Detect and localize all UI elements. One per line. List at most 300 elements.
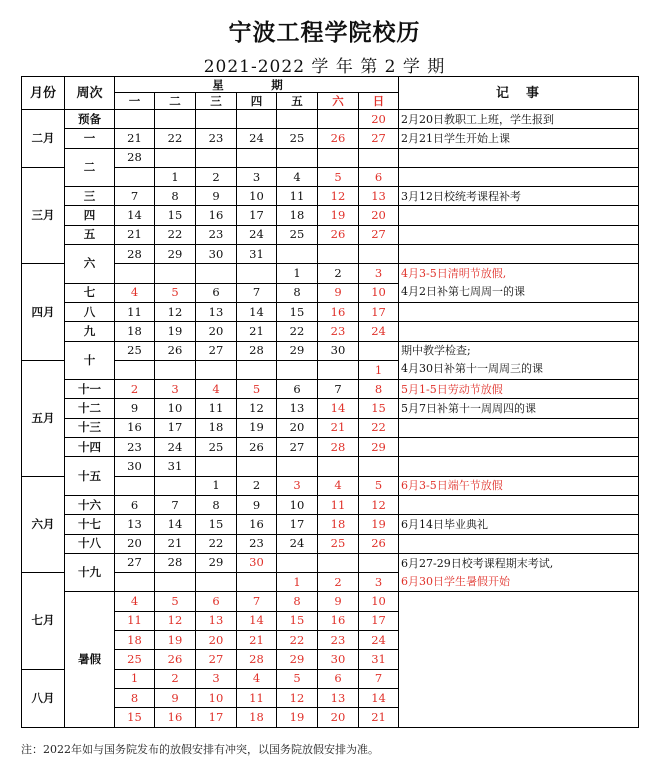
week-label: 十六 [65, 495, 115, 514]
note-cell [399, 380, 639, 399]
day-cell: 11 [318, 495, 359, 514]
weekday-sat: 六 [318, 93, 359, 110]
weekday-mon: 一 [115, 93, 155, 110]
day-cell [196, 573, 237, 592]
day-cell [237, 573, 277, 592]
day-cell: 22 [155, 225, 196, 244]
day-cell: 29 [155, 245, 196, 264]
note-text: 6月27-29日校考课程期末考试, [401, 556, 554, 570]
day-cell: 20 [196, 322, 237, 341]
day-cell [359, 553, 399, 572]
day-cell: 11 [115, 611, 155, 630]
calendar-row [22, 495, 639, 514]
day-cell: 10 [155, 399, 196, 418]
note-cell [399, 515, 639, 534]
week-label: 一 [65, 129, 115, 148]
day-cell: 19 [277, 708, 318, 727]
day-cell: 24 [359, 631, 399, 650]
day-cell [155, 110, 196, 129]
calendar-row [22, 322, 639, 341]
day-cell [115, 264, 155, 283]
weekday-fri: 五 [277, 93, 318, 110]
calendar-title: 宁波工程学院校历 [228, 19, 421, 46]
week-label: 十四 [65, 438, 115, 457]
calendar-row [22, 515, 639, 534]
day-cell: 21 [318, 418, 359, 437]
week-column-header: 周次 [65, 77, 115, 110]
day-cell: 1 [115, 669, 155, 688]
day-cell: 16 [155, 708, 196, 727]
day-cell: 27 [196, 650, 237, 669]
day-cell [277, 553, 318, 572]
day-cell [115, 110, 155, 129]
day-cell [318, 148, 359, 167]
day-cell: 11 [237, 688, 277, 707]
day-cell: 5 [318, 167, 359, 186]
day-cell: 21 [237, 322, 277, 341]
day-cell: 10 [196, 688, 237, 707]
day-cell: 30 [318, 341, 359, 360]
day-cell: 31 [237, 245, 277, 264]
day-cell: 18 [277, 206, 318, 225]
note-cell [399, 476, 639, 495]
day-cell: 23 [196, 225, 237, 244]
day-cell: 26 [155, 341, 196, 360]
day-cell: 8 [155, 187, 196, 206]
day-cell: 26 [155, 650, 196, 669]
day-cell [196, 148, 237, 167]
note-cell [399, 592, 639, 727]
note-text: 6月3-5日端午节放假 [401, 479, 503, 493]
day-cell: 14 [155, 515, 196, 534]
calendar-row [22, 418, 639, 437]
day-cell: 29 [359, 438, 399, 457]
calendar-row [22, 553, 639, 572]
day-cell: 15 [277, 302, 318, 321]
day-cell: 14 [318, 399, 359, 418]
month-label: 八月 [22, 669, 65, 727]
note-cell [399, 495, 639, 514]
day-cell: 22 [277, 631, 318, 650]
week-label: 七 [65, 283, 115, 302]
day-cell: 6 [318, 669, 359, 688]
day-cell: 12 [318, 187, 359, 206]
day-cell: 19 [155, 322, 196, 341]
day-cell: 22 [196, 534, 237, 553]
day-cell: 25 [277, 225, 318, 244]
week-label: 四 [65, 206, 115, 225]
day-cell: 20 [318, 708, 359, 727]
day-cell: 28 [318, 438, 359, 457]
weekday-sun: 日 [359, 93, 399, 110]
day-cell: 29 [277, 341, 318, 360]
day-cell: 10 [359, 592, 399, 611]
note-cell [399, 302, 639, 321]
day-cell: 21 [115, 225, 155, 244]
day-cell: 25 [277, 129, 318, 148]
day-cell: 11 [277, 187, 318, 206]
day-cell: 28 [155, 553, 196, 572]
day-cell: 1 [277, 573, 318, 592]
note-cell [399, 534, 639, 553]
day-cell: 30 [318, 650, 359, 669]
day-cell [115, 360, 155, 379]
day-cell: 15 [115, 708, 155, 727]
note-cell [399, 553, 639, 592]
day-cell: 5 [359, 476, 399, 495]
day-cell [237, 264, 277, 283]
day-cell: 20 [359, 110, 399, 129]
day-cell: 4 [115, 283, 155, 302]
day-cell: 4 [115, 592, 155, 611]
day-cell: 8 [115, 688, 155, 707]
day-cell: 6 [196, 592, 237, 611]
day-cell: 19 [155, 631, 196, 650]
day-cell: 17 [237, 206, 277, 225]
week-label: 十九 [65, 553, 115, 592]
day-cell: 3 [359, 573, 399, 592]
day-cell [196, 457, 237, 476]
day-cell: 7 [359, 669, 399, 688]
month-label: 六月 [22, 476, 65, 572]
note-cell [399, 399, 639, 418]
day-cell: 9 [318, 592, 359, 611]
semester-subtitle: 2021-2022 学 年 第 2 学 期 [203, 57, 446, 77]
weekday-tue: 二 [155, 93, 196, 110]
day-cell: 13 [196, 302, 237, 321]
day-cell: 2 [155, 669, 196, 688]
day-cell: 17 [277, 515, 318, 534]
day-cell: 26 [237, 438, 277, 457]
day-cell [318, 245, 359, 264]
day-cell: 2 [196, 167, 237, 186]
month-column-header: 月份 [22, 77, 65, 110]
day-cell: 9 [196, 187, 237, 206]
day-cell: 18 [237, 708, 277, 727]
day-cell [155, 573, 196, 592]
calendar-row [22, 245, 639, 264]
day-cell: 10 [237, 187, 277, 206]
day-cell: 12 [359, 495, 399, 514]
day-cell [155, 476, 196, 495]
month-label: 三月 [22, 167, 65, 263]
day-cell: 25 [115, 650, 155, 669]
day-cell: 31 [155, 457, 196, 476]
day-cell: 14 [115, 206, 155, 225]
day-cell: 24 [359, 322, 399, 341]
day-cell: 27 [277, 438, 318, 457]
day-cell: 28 [237, 650, 277, 669]
week-label: 十一 [65, 380, 115, 399]
day-cell [359, 341, 399, 360]
day-cell: 28 [115, 148, 155, 167]
day-cell: 24 [237, 129, 277, 148]
day-cell: 25 [115, 341, 155, 360]
day-cell: 22 [155, 129, 196, 148]
day-cell: 6 [115, 495, 155, 514]
note-text: 3月12日校统考课程补考 [401, 189, 522, 203]
note-cell [399, 245, 639, 264]
day-cell: 23 [196, 129, 237, 148]
day-cell: 29 [196, 553, 237, 572]
day-cell: 21 [155, 534, 196, 553]
day-cell: 17 [196, 708, 237, 727]
day-cell: 5 [277, 669, 318, 688]
day-cell: 18 [115, 322, 155, 341]
day-cell: 7 [318, 380, 359, 399]
note-text: 5月1-5日劳动节放假 [401, 382, 503, 396]
day-cell: 3 [237, 167, 277, 186]
day-cell: 3 [359, 264, 399, 283]
day-cell: 6 [277, 380, 318, 399]
day-cell: 12 [155, 611, 196, 630]
day-cell: 22 [277, 322, 318, 341]
day-cell: 15 [277, 611, 318, 630]
note-text: 6月14日毕业典礼 [401, 517, 489, 531]
day-cell: 15 [359, 399, 399, 418]
note-cell [399, 129, 639, 148]
day-cell: 2 [318, 264, 359, 283]
calendar-row [22, 534, 639, 553]
day-cell: 8 [196, 495, 237, 514]
day-cell [196, 360, 237, 379]
note-text: 4月3-5日清明节放假, [401, 267, 507, 281]
day-cell: 30 [196, 245, 237, 264]
day-cell: 20 [359, 206, 399, 225]
day-cell: 16 [318, 611, 359, 630]
day-cell: 22 [359, 418, 399, 437]
week-label: 二 [65, 148, 115, 187]
day-cell: 14 [359, 688, 399, 707]
day-cell: 26 [359, 534, 399, 553]
day-cell: 8 [359, 380, 399, 399]
note-cell [399, 167, 639, 186]
day-cell [155, 148, 196, 167]
calendar-row [22, 206, 639, 225]
week-label: 暑假 [65, 592, 115, 727]
day-cell: 23 [115, 438, 155, 457]
day-cell: 18 [318, 515, 359, 534]
day-cell: 13 [196, 611, 237, 630]
day-cell: 18 [196, 418, 237, 437]
day-cell: 13 [318, 688, 359, 707]
day-cell [359, 148, 399, 167]
day-cell: 7 [237, 592, 277, 611]
day-cell [277, 148, 318, 167]
day-cell [359, 457, 399, 476]
day-cell: 12 [155, 302, 196, 321]
day-cell: 3 [155, 380, 196, 399]
day-cell: 27 [115, 553, 155, 572]
note-cell [399, 438, 639, 457]
day-cell: 6 [196, 283, 237, 302]
day-cell: 16 [237, 515, 277, 534]
day-cell: 1 [155, 167, 196, 186]
day-cell [237, 110, 277, 129]
day-cell: 10 [277, 495, 318, 514]
day-cell: 16 [115, 418, 155, 437]
day-cell: 12 [237, 399, 277, 418]
note-text: 4月30日补第十一周周三的课 [401, 362, 544, 376]
month-label: 四月 [22, 264, 65, 360]
day-cell: 7 [115, 187, 155, 206]
note-cell [399, 341, 639, 380]
day-cell: 1 [359, 360, 399, 379]
school-calendar-table [21, 76, 639, 728]
day-cell [277, 457, 318, 476]
day-cell: 16 [318, 302, 359, 321]
note-text: 期中教学检查; [401, 344, 471, 358]
day-cell: 5 [155, 592, 196, 611]
note-cell [399, 206, 639, 225]
day-cell: 2 [115, 380, 155, 399]
day-cell [318, 553, 359, 572]
calendar-row [22, 592, 639, 611]
note-text: 2月20日教职工上班，学生报到 [401, 112, 555, 126]
week-label: 十八 [65, 534, 115, 553]
day-cell: 27 [359, 129, 399, 148]
note-cell [399, 110, 639, 129]
day-cell: 17 [359, 302, 399, 321]
day-cell [155, 264, 196, 283]
note-cell [399, 418, 639, 437]
day-cell: 15 [155, 206, 196, 225]
day-cell: 28 [115, 245, 155, 264]
day-cell: 24 [155, 438, 196, 457]
day-cell: 4 [237, 669, 277, 688]
day-cell: 23 [318, 322, 359, 341]
day-cell: 1 [196, 476, 237, 495]
day-cell: 11 [115, 302, 155, 321]
day-cell: 25 [196, 438, 237, 457]
day-cell: 7 [155, 495, 196, 514]
week-label: 十七 [65, 515, 115, 534]
day-cell: 9 [155, 688, 196, 707]
month-label: 五月 [22, 360, 65, 476]
weekday-thu: 四 [237, 93, 277, 110]
day-cell: 19 [237, 418, 277, 437]
day-cell [277, 360, 318, 379]
week-label: 六 [65, 245, 115, 284]
day-cell: 12 [277, 688, 318, 707]
week-label: 九 [65, 322, 115, 341]
week-label: 十二 [65, 399, 115, 418]
day-cell [277, 245, 318, 264]
day-cell [237, 457, 277, 476]
day-cell: 10 [359, 283, 399, 302]
day-cell: 8 [277, 592, 318, 611]
month-label: 二月 [22, 110, 65, 168]
day-cell: 9 [237, 495, 277, 514]
note-text: 4月2日补第七周周一的课 [401, 285, 526, 299]
day-cell: 14 [237, 302, 277, 321]
day-cell: 21 [115, 129, 155, 148]
day-cell: 4 [318, 476, 359, 495]
weekday-group-header: 星 期 [115, 77, 399, 93]
notes-column-header: 记 事 [399, 77, 639, 110]
day-cell: 20 [196, 631, 237, 650]
day-cell [237, 148, 277, 167]
day-cell: 17 [359, 611, 399, 630]
month-label: 七月 [22, 573, 65, 669]
day-cell: 3 [196, 669, 237, 688]
week-label: 十三 [65, 418, 115, 437]
week-label: 预备 [65, 110, 115, 129]
week-label: 三 [65, 187, 115, 206]
week-label: 五 [65, 225, 115, 244]
day-cell: 19 [359, 515, 399, 534]
calendar-row [22, 264, 639, 283]
calendar-row [22, 187, 639, 206]
day-cell: 6 [359, 167, 399, 186]
calendar-row [22, 110, 639, 129]
calendar-row [22, 438, 639, 457]
calendar-row [22, 380, 639, 399]
calendar-row [22, 341, 639, 360]
calendar-row [22, 302, 639, 321]
day-cell: 19 [318, 206, 359, 225]
day-cell: 20 [277, 418, 318, 437]
day-cell: 14 [237, 611, 277, 630]
day-cell: 23 [318, 631, 359, 650]
day-cell: 11 [196, 399, 237, 418]
day-cell: 3 [277, 476, 318, 495]
day-cell [115, 167, 155, 186]
note-text: 6月30日学生暑假开始 [401, 574, 511, 588]
day-cell [155, 360, 196, 379]
day-cell: 8 [277, 283, 318, 302]
day-cell: 4 [196, 380, 237, 399]
day-cell: 2 [237, 476, 277, 495]
day-cell: 2 [318, 573, 359, 592]
day-cell [115, 573, 155, 592]
day-cell: 9 [115, 399, 155, 418]
day-cell: 30 [237, 553, 277, 572]
calendar-row [22, 225, 639, 244]
day-cell: 24 [277, 534, 318, 553]
note-text: 2月21日学生开始上课 [401, 131, 511, 145]
day-cell: 13 [115, 515, 155, 534]
calendar-row [22, 148, 639, 167]
day-cell [277, 110, 318, 129]
day-cell [115, 476, 155, 495]
day-cell: 21 [237, 631, 277, 650]
week-label: 八 [65, 302, 115, 321]
day-cell: 24 [237, 225, 277, 244]
day-cell [318, 110, 359, 129]
note-cell [399, 322, 639, 341]
calendar-row [22, 476, 639, 495]
day-cell: 1 [277, 264, 318, 283]
footer-note: 注：2022年如与国务院发布的放假安排有冲突，以国务院放假安排为准。 [21, 743, 379, 756]
day-cell: 18 [115, 631, 155, 650]
day-cell: 7 [237, 283, 277, 302]
day-cell: 23 [237, 534, 277, 553]
day-cell: 27 [196, 341, 237, 360]
note-cell [399, 148, 639, 167]
day-cell: 21 [359, 708, 399, 727]
day-cell: 17 [155, 418, 196, 437]
note-cell [399, 264, 639, 303]
day-cell: 26 [318, 129, 359, 148]
day-cell: 16 [196, 206, 237, 225]
day-cell: 28 [237, 341, 277, 360]
day-cell: 31 [359, 650, 399, 669]
day-cell [196, 110, 237, 129]
day-cell: 9 [318, 283, 359, 302]
note-cell [399, 225, 639, 244]
day-cell: 13 [359, 187, 399, 206]
